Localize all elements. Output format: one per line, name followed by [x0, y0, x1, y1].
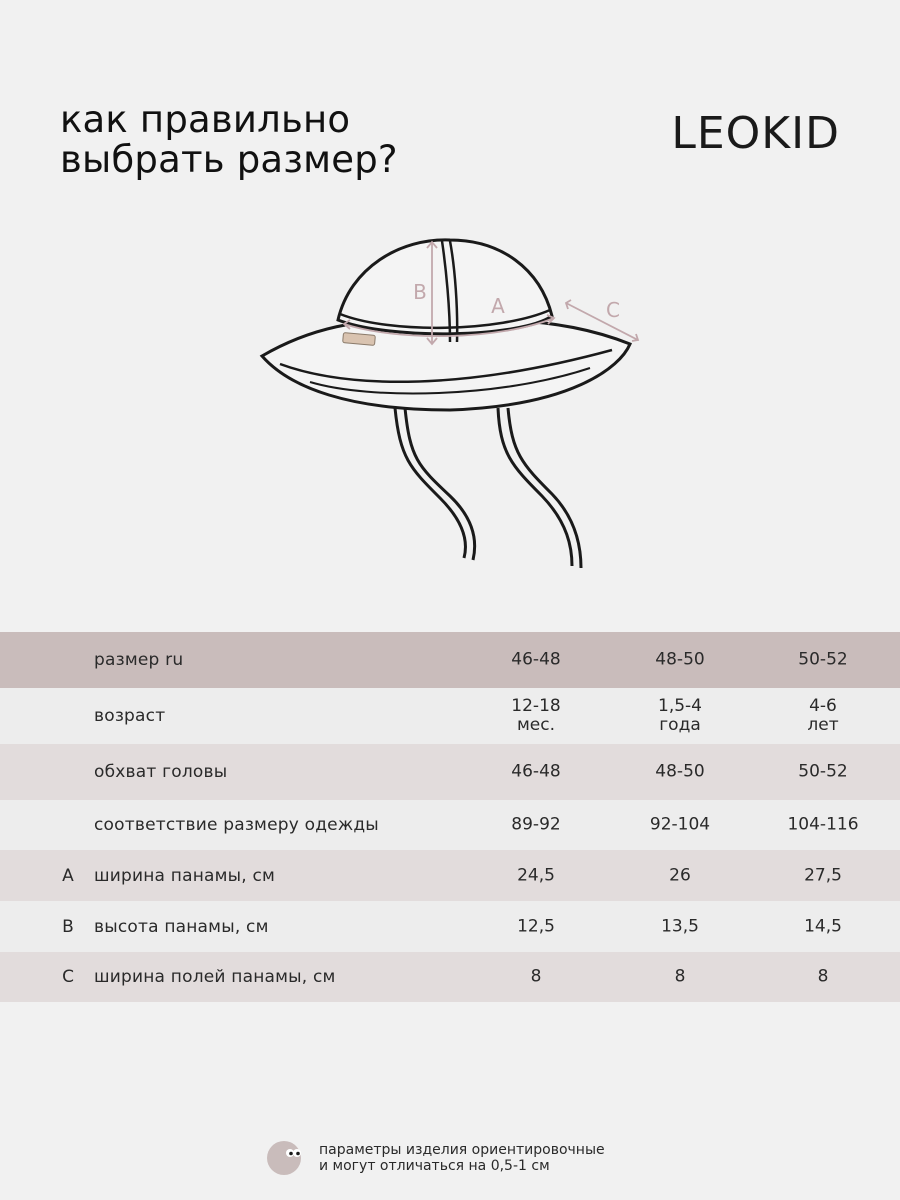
- table-cell: 13,5: [661, 916, 699, 936]
- table-cell: 46-48: [511, 761, 561, 782]
- mascot-icon: [266, 1140, 302, 1176]
- table-row-hat-height: [0, 901, 900, 952]
- page-title: [60, 100, 398, 180]
- table-cell: [768, 697, 878, 735]
- row-label: обхват головы: [94, 762, 228, 782]
- title-line-2: выбрать размер?: [60, 138, 398, 181]
- table-cell: 14,5: [804, 916, 842, 936]
- disclaimer-text: [319, 1142, 605, 1174]
- table-row-brim-width: [0, 952, 900, 1002]
- table-row-age: [0, 688, 900, 744]
- table-row-hat-width: [0, 850, 900, 901]
- table-cell: 26: [669, 865, 691, 885]
- table-header-row: [0, 632, 900, 688]
- table-cell: 12,5: [517, 916, 555, 936]
- measure-label-c: C: [606, 298, 620, 322]
- header-label: размер ru: [94, 650, 184, 670]
- cell-line-2: лет: [807, 715, 839, 735]
- brand-logo: LEOKID: [671, 108, 840, 159]
- table-cell: 27,5: [804, 865, 842, 885]
- measure-label-b: B: [413, 280, 427, 304]
- cell-line-2: мес.: [516, 715, 556, 735]
- row-label: возраст: [94, 706, 166, 726]
- table-cell: 8: [530, 966, 542, 987]
- row-label: соответствие размеру одежды: [94, 815, 379, 835]
- disclaimer-note: [266, 1138, 666, 1178]
- cell-line-1: 1,5-4: [658, 696, 702, 716]
- disclaimer-line-1: параметры изделия ориентировочные: [319, 1142, 605, 1158]
- hat-illustration: [250, 228, 650, 578]
- size-column-3: 50-52: [798, 649, 848, 670]
- size-table: [0, 632, 900, 1002]
- table-row-head-circumference: [0, 744, 900, 800]
- cell-line-1: 4-6: [809, 696, 837, 716]
- cell-line-2: года: [659, 715, 701, 735]
- measure-label-a: A: [491, 294, 505, 318]
- table-cell: 89-92: [511, 814, 561, 835]
- row-letter: B: [62, 916, 74, 937]
- table-cell: 48-50: [655, 761, 705, 782]
- table-cell: 8: [674, 966, 686, 987]
- table-row-clothing-size: [0, 800, 900, 850]
- row-letter: C: [62, 967, 74, 987]
- disclaimer-line-2: и могут отличаться на 0,5-1 см: [319, 1158, 550, 1174]
- row-label: ширина панамы, см: [94, 865, 276, 886]
- table-cell: [481, 697, 591, 735]
- title-line-1: как правильно: [60, 98, 351, 141]
- size-column-1: 46-48: [511, 649, 561, 670]
- table-cell: 92-104: [649, 814, 711, 835]
- table-cell: 50-52: [798, 761, 848, 782]
- row-letter: A: [62, 865, 74, 886]
- row-label: высота панамы, см: [94, 916, 269, 937]
- size-column-2: 48-50: [655, 649, 705, 670]
- table-cell: 104-116: [787, 814, 859, 835]
- cell-line-1: 12-18: [511, 696, 561, 716]
- table-cell: [625, 697, 735, 735]
- table-cell: 24,5: [517, 865, 555, 885]
- row-label: ширина полей панамы, см: [94, 967, 336, 987]
- table-cell: 8: [817, 966, 829, 987]
